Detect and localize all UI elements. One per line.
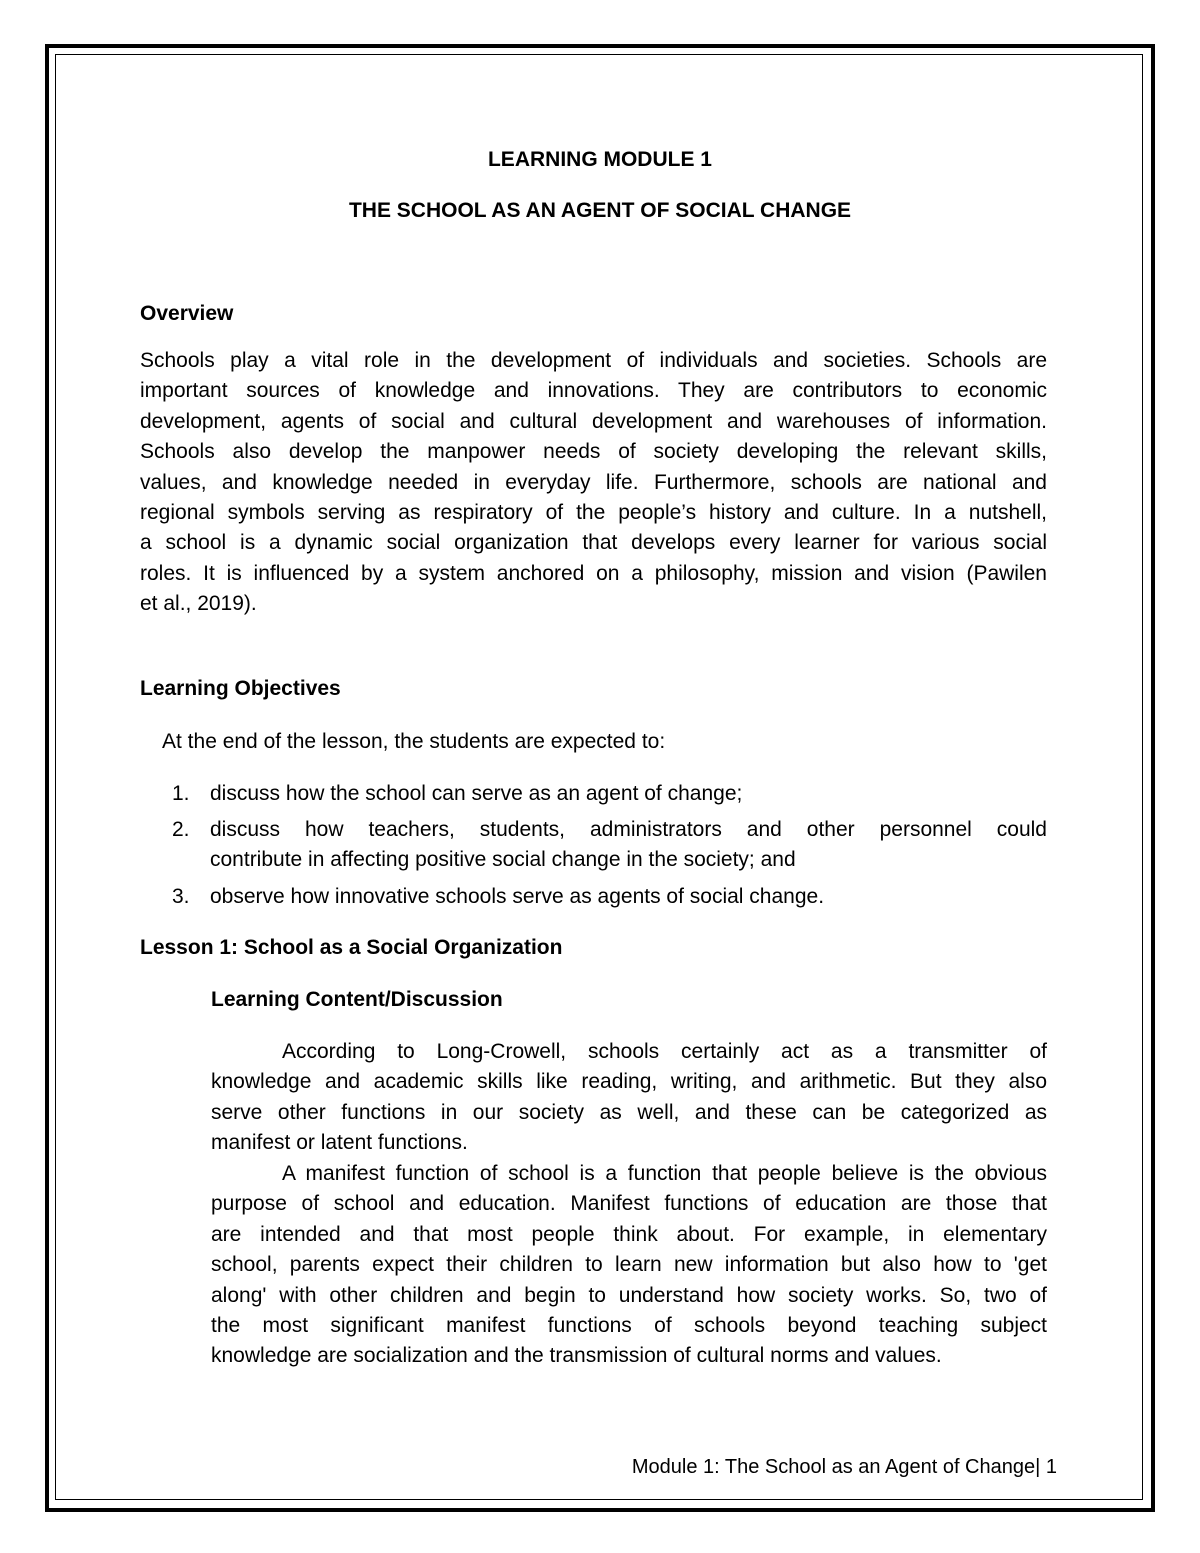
- objectives-heading: Learning Objectives: [140, 677, 341, 700]
- lesson-line: serve other functions in our society as well, and these can be categorized as: [211, 1100, 1047, 1124]
- lesson-line: are intended and that most people think about. For example, in elementary: [211, 1222, 1047, 1246]
- lesson-line: purpose of school and education. Manifest functions of education are those that: [211, 1192, 1047, 1216]
- lesson-line: knowledge are socialization and the transmission of cultural norms and values.: [211, 1344, 942, 1368]
- lesson-line: A manifest function of school is a function that people believe is the obvious: [282, 1162, 1047, 1185]
- overview-heading: Overview: [140, 302, 234, 325]
- list-number: 2.: [172, 818, 190, 841]
- overview-line: roles. It is influenced by a system anchored on a philosophy, mission and vision (Pawilen: [140, 561, 1047, 585]
- lesson-paragraph-2: [211, 1159, 1047, 1372]
- lesson-line: the most significant manifest functions of schools beyond teaching subject: [211, 1314, 1047, 1338]
- overview-line: important sources of knowledge and innovations. They are contributors to economic: [140, 379, 1047, 403]
- overview-line: Schools play a vital role in the development of individuals and societies. Schools are: [140, 349, 1047, 372]
- overview-line: development, agents of social and cultural development and warehouses of information.: [140, 409, 1047, 433]
- overview-line: Schools also develop the manpower needs of society developing the relevant skills,: [140, 440, 1047, 464]
- module-subtitle: THE SCHOOL AS AN AGENT OF SOCIAL CHANGE: [348, 199, 852, 222]
- overview-line: values, and knowledge needed in everyday life. Furthermore, schools are national and: [140, 470, 1047, 494]
- lesson-line: manifest or latent functions.: [211, 1131, 468, 1155]
- objective-text: contribute in affecting positive social change in the society; and: [210, 848, 796, 871]
- lesson-paragraph-1: [211, 1037, 1047, 1159]
- objective-text: observe how innovative schools serve as agents of social change.: [210, 885, 825, 908]
- lesson-line: According to Long-Crowell, schools certainly act as a transmitter of: [282, 1040, 1047, 1063]
- objective-text: discuss how the school can serve as an agent of change;: [210, 782, 743, 805]
- list-number: 1.: [172, 782, 190, 805]
- lesson-line: knowledge and academic skills like reading, writing, and arithmetic. But they also: [211, 1070, 1047, 1094]
- objectives-intro: At the end of the lesson, the students are expected to:: [162, 730, 666, 753]
- overview-line: regional symbols serving as respiratory of the people’s history and culture. In a nutshell,: [140, 501, 1047, 525]
- lesson-subheading: Learning Content/Discussion: [211, 988, 503, 1011]
- list-number: 3.: [172, 885, 190, 908]
- overview-line: et al., 2019).: [140, 592, 257, 616]
- lesson-heading: Lesson 1: School as a Social Organization: [140, 936, 563, 959]
- lesson-line: school, parents expect their children to learn new information but also how to 'get: [211, 1253, 1047, 1277]
- objective-text: discuss how teachers, students, administrators and other personnel could: [210, 818, 1047, 841]
- page-footer: Module 1: The School as an Agent of Change| 1: [631, 1456, 1057, 1478]
- module-title: LEARNING MODULE 1: [487, 148, 712, 171]
- overview-paragraph: [140, 346, 1047, 620]
- overview-line: a school is a dynamic social organization that develops every learner for various social: [140, 531, 1047, 555]
- lesson-line: along' with other children and begin to understand how society works. So, two of: [211, 1283, 1047, 1307]
